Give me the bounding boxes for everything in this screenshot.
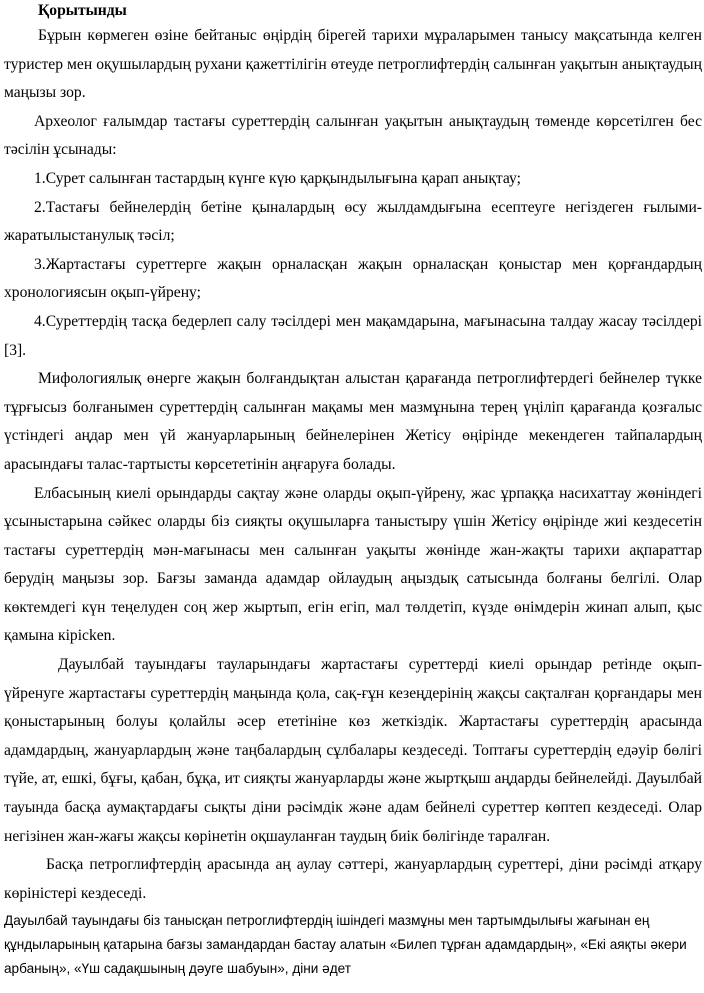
paragraph-5: Дауылбай тауындағы тауларындағы жартастағы суреттерді киелі орындар ретінде оқып-үйренуге жартастағы суреттердің маңында қола, сақ-ғұн кезеңдерінің жақсы сақталған қорғандары мен қоныстарының болуы қолайлы әсер ететініне көз жеткіздік. Жартастағы суреттердің арасында адамдардың, жануарлардың және таңбалардың сұлбалары кездеседі. Топтағы суреттердің едәуір бөлігі түйе, ат, ешкі, бұғы, қабан, бұқа, ит сияқты жануарларды және жыртқыш аңдарды бейнелейді. Дауылбай тауында басқа аумақтардағы сықты діни рәсімдік және адам бейнелі суреттер көптеп кездеседі. Олар негізінен жан-жағы жақсы көрінетін оқшауланған таудың биік бөлігінде таралған.	[4, 656, 702, 845]
page-title: Қорытынды	[38, 2, 127, 19]
paragraph-7: Дауылбай тауындағы біз танысқан петроглифтердің ішіндегі мазмұны мен тартымдылығы жағынан ең құндыларының қатарына бағзы замандардан бастау алатын «Билеп тұрған адамдардың», «Екі аяқты әкери арбаның», «Үш садақшының дәуге шабуын», діни әдет	[4, 913, 687, 977]
list-item-2: 2.Тастағы бейнелердің бетіне қыналардың өсу жылдамдығына есептеуге негіздеген ғылыми-жаратылыстанулық тәсіл;	[4, 198, 702, 245]
list-item-3: 3.Жартастағы суреттерге жақын орналасқан жақын орналасқан қоныстар мен қорғандардың хронологиясын оқып-үйрену;	[4, 255, 702, 302]
paragraph-6: Басқа петроглифтердің арасында аң аулау сәттері, жануарлардың суреттері, діни рәсімді атқару көріністері кездеседі.	[4, 856, 702, 902]
paragraph-2: Археолог ғалымдар тастағы суреттердің салынған уақытын анықтаудың төменде көрсетілген бес тәсілін ұсынады:	[4, 112, 702, 159]
paragraph-4: Елбасының киелі орындарды сақтау және оларды оқып-үйрену, жас ұрпаққа насихаттау жөніндегі ұсыныстарына сәйкес оларды біз сияқты оқушыларға таныстыру үшін Жетісу өңірінде жиі кездесетін тастағы суреттердің мән-мағынасы мен салынған уақыты жөнінде жан-жақты тарихи ақпараттар берудің маңызы зор. Бағзы заманда адамдар ойлаудың аңыздық сатысында болғаны белгілі. Олар көктемдегі күн теңелуден соң жер жыртып, егін егіп, мал төлдетіп, күзде өнімдерін жинап алып, қыс қамына кірісken.	[4, 484, 702, 645]
paragraph-3: Мифологиялық өнерге жақын болғандықтан алыстан қарағанда петроглифтердегі бейнелер түкке тұрғысыз болғанымен суреттердің салынған мақамы мен мазмұнына терең үңіліп қарағанда қозғалыс үстіндегі аңдар мен үй жануарларының бейнелерінен Жетісу өңірінде мекендеген тайпалардың арасындағы талас-тартысты көрсететінін аңғаруға болады.	[4, 370, 702, 473]
list-item-4: 4.Суреттердің тасқа бедерлеп салу тәсілдері мен мақамдарына, мағынасына талдау жасау тәсілдері [3].	[4, 312, 702, 359]
list-item-1: 1.Сурет салынған тастардың күнге күю қарқындылығына қарап анықтау;	[34, 169, 521, 187]
paragraph-1: Бұрын көрмеген өзіне бейтаныс өңірдің бірегей тарихи мұраларымен танысу мақсатында келген туристер мен оқушылардың рухани қажеттілігін өтеуде петроглифтердің салынған уақытын анықтаудың маңызы зор.	[4, 27, 702, 102]
